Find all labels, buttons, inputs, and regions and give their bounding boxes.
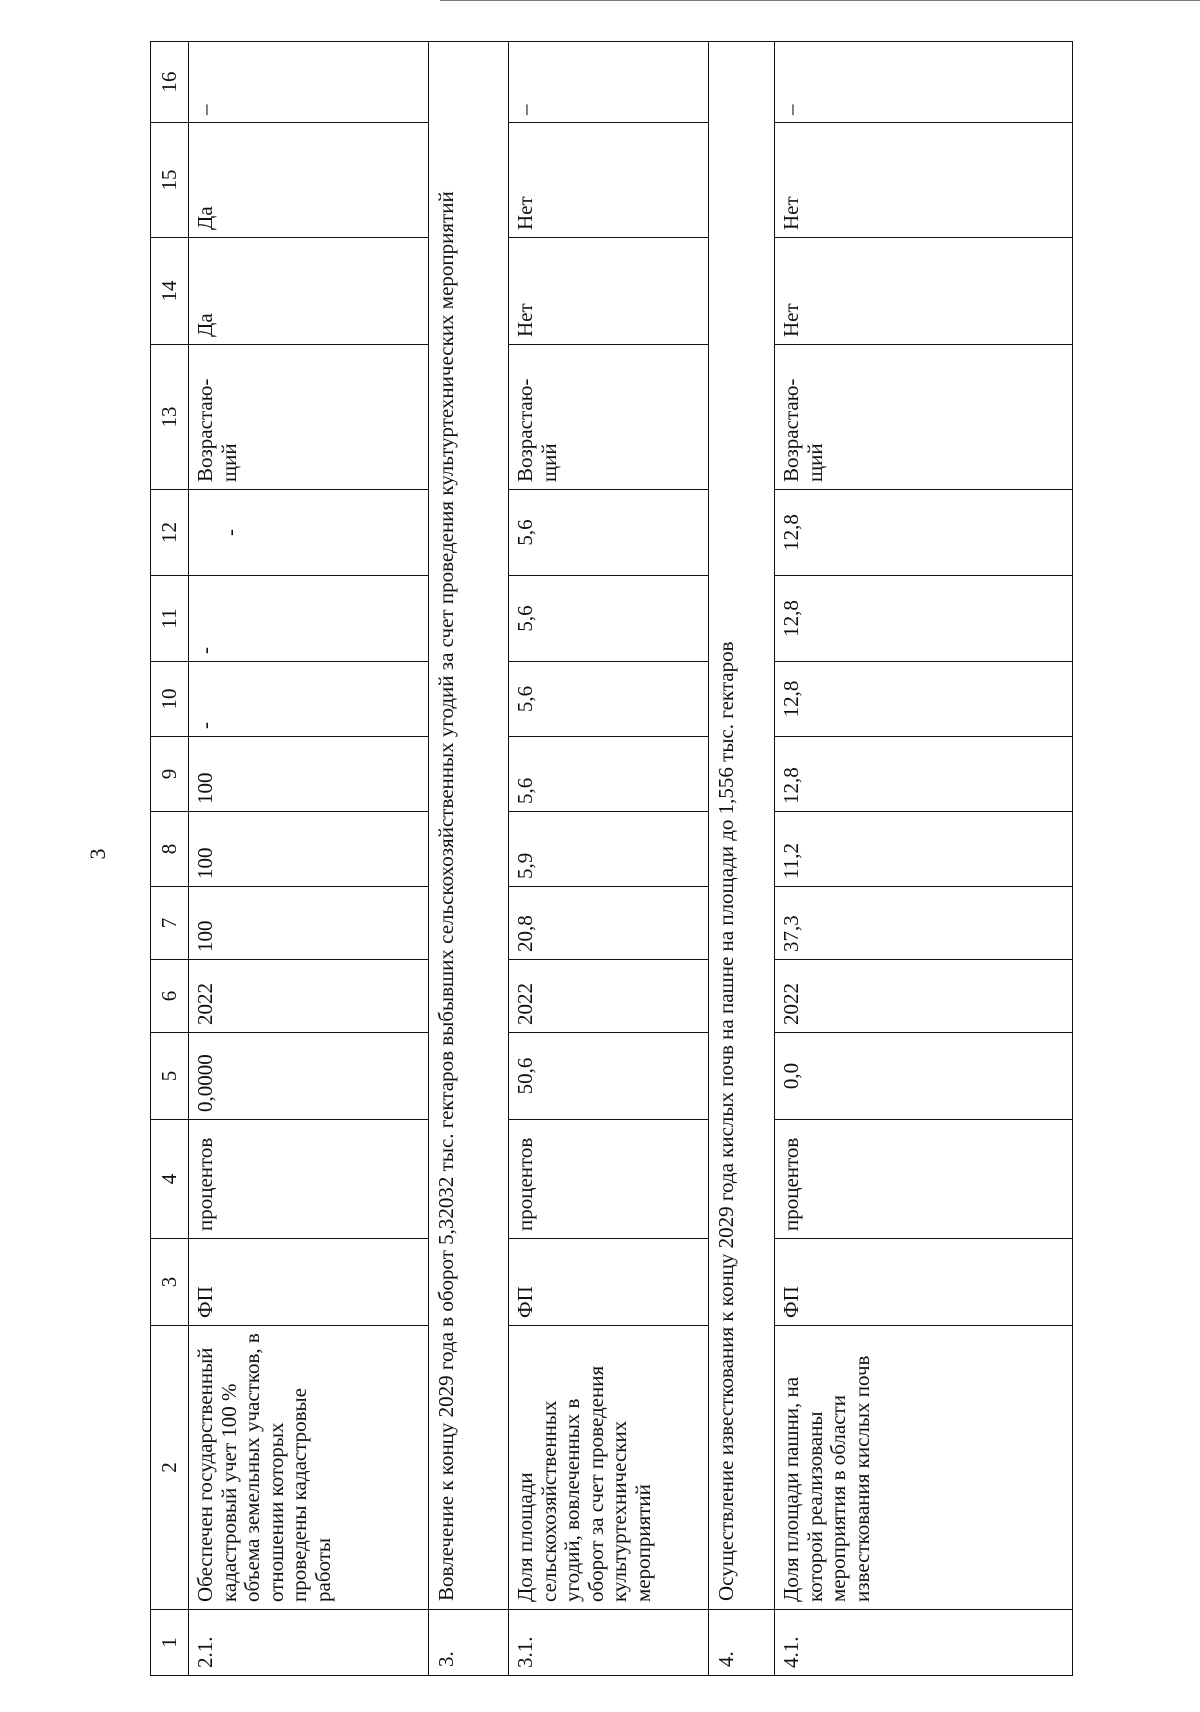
- row-id: 2.1.: [189, 1610, 429, 1676]
- column-number: 16: [151, 42, 189, 123]
- value-cell: 20,8: [509, 887, 709, 960]
- value-cell: 11,2: [775, 812, 1073, 887]
- table-row: [775, 42, 1073, 1676]
- dash-cell: –: [775, 42, 1073, 123]
- table-row: [509, 42, 709, 1676]
- value-cell: -: [189, 662, 429, 737]
- rotated-table-wrapper: [150, 46, 1072, 1676]
- value-cell: 12,8: [775, 576, 1073, 662]
- indicators-table: [150, 41, 1073, 1676]
- scan-edge-line: [440, 0, 1200, 1]
- section-row: [709, 42, 775, 1676]
- trend-cell: Возрастаю-щий: [775, 345, 1073, 490]
- section-id: 4.: [709, 1610, 775, 1676]
- row-id: 3.1.: [509, 1610, 709, 1676]
- row-id: 4.1.: [775, 1610, 1073, 1676]
- unit-cell: процентов: [189, 1120, 429, 1239]
- column-number: 7: [151, 887, 189, 960]
- column-number: 11: [151, 576, 189, 662]
- flag-cell: Нет: [509, 123, 709, 238]
- base-value-cell: 50,6: [509, 1033, 709, 1120]
- value-cell: 12,8: [775, 737, 1073, 812]
- base-year-cell: 2022: [189, 960, 429, 1033]
- trend-cell: Возрастаю-щий: [509, 345, 709, 490]
- column-number: 2: [151, 1326, 189, 1610]
- dash-cell: –: [189, 42, 429, 123]
- column-number: 12: [151, 490, 189, 576]
- level-cell: ФП: [189, 1239, 429, 1326]
- flag-cell: Да: [189, 123, 429, 238]
- column-number: 5: [151, 1033, 189, 1120]
- column-number: 15: [151, 123, 189, 238]
- column-number: 6: [151, 960, 189, 1033]
- value-cell: 5,6: [509, 576, 709, 662]
- base-year-cell: 2022: [509, 960, 709, 1033]
- section-row: [429, 42, 509, 1676]
- level-cell: ФП: [775, 1239, 1073, 1326]
- column-number: 4: [151, 1120, 189, 1239]
- indicator-name: Обеспечен государственный кадастровый учет 100 % объема земельных участков, в отношении которых проведены кадастровые работы: [189, 1326, 429, 1610]
- value-cell: -: [189, 576, 429, 662]
- value-cell: 12,8: [775, 490, 1073, 576]
- base-value-cell: 0,0: [775, 1033, 1073, 1120]
- flag-cell: Нет: [775, 238, 1073, 345]
- trend-cell: Возрастаю-щий: [189, 345, 429, 490]
- column-number: 3: [151, 1239, 189, 1326]
- section-title: Вовлечение к концу 2029 года в оборот 5,32032 тыс. гектаров выбывших сельскохозяйственных угодий за счет проведения культуртехнических мероприятий: [429, 42, 509, 1610]
- table-frame: [150, 46, 1072, 1676]
- base-value-cell: 0,0000: [189, 1033, 429, 1120]
- flag-cell: Да: [189, 238, 429, 345]
- column-number: 13: [151, 345, 189, 490]
- value-cell: 100: [189, 887, 429, 960]
- value-cell: 5,6: [509, 662, 709, 737]
- flag-cell: Нет: [509, 238, 709, 345]
- column-number: 14: [151, 238, 189, 345]
- value-cell: 100: [189, 812, 429, 887]
- unit-cell: процентов: [775, 1120, 1073, 1239]
- column-number: 9: [151, 737, 189, 812]
- value-cell: 12,8: [775, 662, 1073, 737]
- page-number: 3: [85, 848, 110, 860]
- value-cell: 5,6: [509, 490, 709, 576]
- indicator-name: Доля площади пашни, на которой реализованы мероприятия в области известкования кислых почв: [775, 1326, 1073, 1610]
- value-cell: 5,6: [509, 737, 709, 812]
- column-number: 10: [151, 662, 189, 737]
- column-number: 8: [151, 812, 189, 887]
- column-number: 1: [151, 1610, 189, 1676]
- dash-cell: –: [509, 42, 709, 123]
- indicator-name: Доля площади сельскохозяйственных угодий, вовлеченных в оборот за счет проведения культуртехнических мероприятий: [509, 1326, 709, 1610]
- base-year-cell: 2022: [775, 960, 1073, 1033]
- unit-cell: процентов: [509, 1120, 709, 1239]
- column-number-row: [151, 42, 189, 1676]
- table-row: [189, 42, 429, 1676]
- flag-cell: Нет: [775, 123, 1073, 238]
- value-cell: 37,3: [775, 887, 1073, 960]
- level-cell: ФП: [509, 1239, 709, 1326]
- value-cell: -: [189, 490, 429, 576]
- value-cell: 100: [189, 737, 429, 812]
- value-cell: 5,9: [509, 812, 709, 887]
- section-title: Осуществление известкования к концу 2029 года кислых почв на пашне на площади до 1,556 тыс. гектаров: [709, 42, 775, 1610]
- section-id: 3.: [429, 1610, 509, 1676]
